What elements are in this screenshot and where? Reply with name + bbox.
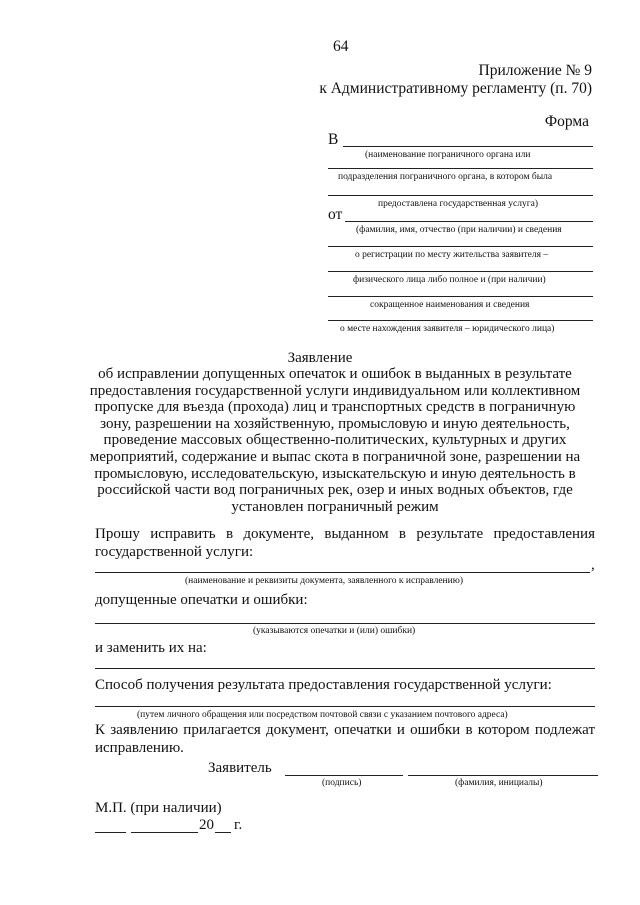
from-line-4	[328, 296, 593, 297]
method-label: Способ получения результата предоставления государственной услуги:	[95, 677, 552, 693]
date-year-line	[215, 832, 231, 833]
from-caption: о регистрации по месту жительства заявителя –	[355, 250, 549, 260]
comma: ,	[591, 557, 595, 573]
replace-line	[95, 668, 595, 669]
from-line	[345, 221, 593, 222]
request-text: Прошу исправить в документе, выданном в результате предоставления	[95, 526, 595, 542]
statement-subject	[80, 366, 590, 515]
name-caption: (фамилия, инициалы)	[455, 778, 543, 788]
statement-line: российской части вод пограничных рек, озер и иных водных объектов, где	[97, 482, 573, 499]
from-line-2	[328, 246, 593, 247]
statement-line: мероприятий, содержание и выпас скота в пограничной зоне, разрешении на	[89, 448, 581, 465]
signature-caption: (подпись)	[322, 778, 362, 788]
statement-title: Заявление	[287, 350, 353, 366]
document-caption: (наименование и реквизиты документа, заявленного к исправлению)	[185, 576, 463, 586]
to-caption: (наименование пограничного органа или	[365, 150, 531, 160]
statement-line: установлен пограничный режим	[231, 498, 439, 515]
form-label: Форма	[544, 113, 589, 130]
statement-line: зону, разрешении на хозяйственную, промысловую и иную деятельность,	[100, 415, 570, 432]
statement-line: проведение массовых общественно-политических, культурных и других	[103, 432, 567, 449]
attachment-text-2: исправлению.	[95, 740, 184, 756]
method-line	[95, 706, 595, 707]
method-caption: (путем личного обращения или посредством почтовой связи с указанием почтового адреса)	[137, 710, 508, 720]
from-caption: (фамилия, имя, отчество (при наличии) и сведения	[356, 225, 562, 235]
statement-line: промысловую, исследовательскую, изыскательскую и иную деятельность в	[94, 465, 576, 482]
from-caption: о месте нахождения заявителя – юридического лица)	[340, 324, 555, 334]
statement-line: предоставления государственной услуги индивидуальном или коллективном	[89, 382, 581, 399]
attachment-text: К заявлению прилагается документ, опечатки и ошибки в котором подлежат	[95, 722, 595, 738]
from-label: от	[328, 206, 343, 223]
appendix-reference: к Административному регламенту (п. 70)	[319, 80, 592, 97]
date-year: 20	[199, 817, 214, 833]
to-line-3	[328, 195, 593, 196]
to-label: В	[328, 131, 339, 148]
date-suffix: г.	[234, 817, 243, 833]
replace-label: и заменить их на:	[95, 640, 207, 656]
errors-line	[95, 623, 595, 624]
to-line-2	[328, 168, 593, 169]
to-line	[343, 146, 593, 147]
page-number: 64	[333, 38, 349, 55]
to-caption: подразделения пограничного органа, в котором была	[338, 172, 553, 182]
statement-line: пропуске для въезда (прохода) лиц и транспортных средств в пограничную	[94, 399, 576, 416]
appendix-number: Приложение № 9	[478, 62, 592, 79]
applicant-label: Заявитель	[208, 760, 272, 776]
from-caption: физического лица либо полное и (при наличии)	[353, 275, 546, 285]
errors-caption: (указываются опечатки и (или) ошибки)	[253, 626, 416, 636]
name-line	[408, 775, 598, 776]
date-day-line	[95, 832, 126, 833]
errors-label: допущенные опечатки и ошибки:	[95, 592, 308, 608]
from-line-5	[328, 320, 593, 321]
seal-label: М.П. (при наличии)	[95, 800, 222, 816]
date-month-line	[131, 832, 198, 833]
signature-line	[285, 775, 403, 776]
request-text-2: государственной услуги:	[95, 544, 254, 560]
from-line-3	[328, 271, 593, 272]
from-caption: сокращенное наименования и сведения	[370, 300, 530, 310]
statement-line: об исправлении допущенных опечаток и ошибок в выданных в результате	[98, 366, 572, 382]
document-line	[95, 572, 590, 573]
to-caption: предоставлена государственная услуга)	[378, 199, 539, 209]
